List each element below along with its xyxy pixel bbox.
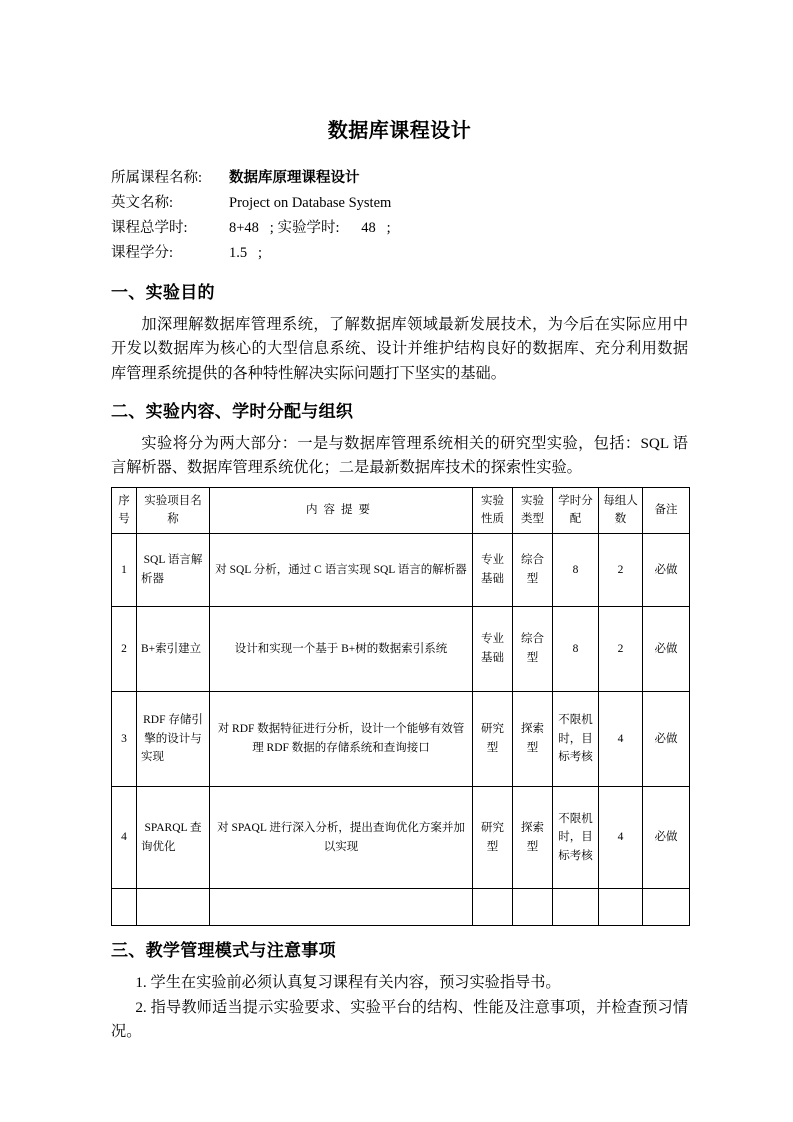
- cell-name: SQL 语言解析器: [137, 534, 210, 607]
- column-header-remark: 备注: [643, 487, 690, 533]
- section-two-paragraph: 实验将分为两大部分：一是与数据库管理系统相关的研究型实验，包括：SQL 语言解析器、数据库管理系统优化；二是最新数据库技术的探索性实验。: [111, 434, 688, 477]
- cell-content: 对 SQL 分析，通过 C 语言实现 SQL 语言的解析器: [210, 534, 473, 607]
- meta-label-credits: 课程学分:: [111, 244, 174, 261]
- column-header-nature: 实验性质: [473, 487, 513, 533]
- section-heading-three: 三、教学管理模式与注意事项: [111, 941, 336, 960]
- meta-value-credits: 1.5 ;: [229, 244, 263, 261]
- cell-name: B+索引建立: [137, 607, 210, 692]
- cell-name: RDF 存储引擎的设计与实现: [137, 692, 210, 787]
- meta-label-english-name: 英文名称:: [111, 194, 174, 211]
- meta-value-course-name: 数据库原理课程设计: [229, 170, 360, 186]
- table-row: [112, 889, 690, 926]
- section-one-paragraph: 加深理解数据库管理系统，了解数据库领域最新发展技术，为今后在实际应用中开发以数据库为核心的大型信息系统、设计并维护结构良好的数据库、充分利用数据库管理系统提供的各种特性解决实际问题打下坚实的基础。: [111, 315, 688, 382]
- section-three-item-2: 2. 指导教师适当提示实验要求、实验平台的结构、性能及注意事项，并检查预习情况。: [111, 998, 688, 1041]
- cell-nature: 研究型: [473, 787, 513, 889]
- column-header-type: 实验类型: [513, 487, 553, 533]
- cell-no: 2: [112, 607, 137, 692]
- column-header-hours: 学时分配: [553, 487, 599, 533]
- column-header-group: 每组人数: [599, 487, 643, 533]
- cell-no: [112, 889, 137, 926]
- cell-type: 综合型: [513, 534, 553, 607]
- cell-name: SPARQL 查询优化: [137, 787, 210, 889]
- column-header-no: 序号: [112, 487, 137, 533]
- cell-hours: [553, 889, 599, 926]
- cell-remark: [643, 889, 690, 926]
- meta-label-course-name: 所属课程名称:: [111, 170, 203, 186]
- cell-type: 探索型: [513, 692, 553, 787]
- cell-content: [210, 889, 473, 926]
- cell-hours: 不限机时，目标考核: [553, 692, 599, 787]
- table-row: [112, 787, 690, 889]
- cell-no: 3: [112, 692, 137, 787]
- cell-group: [599, 889, 643, 926]
- meta-value-total-hours: 8+48 ; 实验学时: 48 ;: [229, 219, 391, 236]
- meta-row-credits: [111, 241, 688, 266]
- cell-type: 探索型: [513, 787, 553, 889]
- section-heading-two: 二、实验内容、学时分配与组织: [111, 401, 354, 421]
- meta-row-course-name: [111, 166, 688, 191]
- cell-content: 对 SPAQL 进行深入分析，提出查询优化方案并加以实现: [210, 787, 473, 889]
- cell-hours: 8: [553, 607, 599, 692]
- cell-nature: 专业基础: [473, 607, 513, 692]
- cell-content: 设计和实现一个基于 B+树的数据索引系统: [210, 607, 473, 692]
- page-title: 数据库课程设计: [327, 120, 472, 142]
- cell-remark: 必做: [643, 534, 690, 607]
- meta-row-english-name: [111, 191, 688, 216]
- cell-nature: [473, 889, 513, 926]
- cell-group: 4: [599, 787, 643, 889]
- cell-content: 对 RDF 数据特征进行分析，设计一个能够有效管理 RDF 数据的存储系统和查询接口: [210, 692, 473, 787]
- cell-group: 2: [599, 607, 643, 692]
- course-meta-block: [111, 166, 688, 266]
- section-three-item-1: 1. 学生在实验前必须认真复习课程有关内容，预习实验指导书。: [135, 973, 561, 991]
- table-row: [112, 534, 690, 607]
- cell-no: 4: [112, 787, 137, 889]
- cell-nature: 专业基础: [473, 534, 513, 607]
- cell-remark: 必做: [643, 692, 690, 787]
- cell-group: 4: [599, 692, 643, 787]
- table-header-row: [112, 487, 690, 533]
- cell-remark: 必做: [643, 607, 690, 692]
- cell-hours: 8: [553, 534, 599, 607]
- table-row: [112, 692, 690, 787]
- experiment-table: [111, 487, 690, 926]
- cell-type: [513, 889, 553, 926]
- column-header-content: 内容提要: [210, 487, 473, 533]
- meta-row-total-hours: [111, 216, 688, 241]
- table-row: [112, 607, 690, 692]
- cell-name: [137, 889, 210, 926]
- section-heading-one: 一、实验目的: [111, 282, 215, 302]
- cell-group: 2: [599, 534, 643, 607]
- meta-label-total-hours: 课程总学时:: [111, 219, 188, 236]
- cell-type: 综合型: [513, 607, 553, 692]
- cell-nature: 研究型: [473, 692, 513, 787]
- cell-no: 1: [112, 534, 137, 607]
- cell-hours: 不限机时，目标考核: [553, 787, 599, 889]
- cell-remark: 必做: [643, 787, 690, 889]
- meta-value-english-name: Project on Database System: [229, 194, 392, 211]
- column-header-name: 实验项目名称: [137, 487, 210, 533]
